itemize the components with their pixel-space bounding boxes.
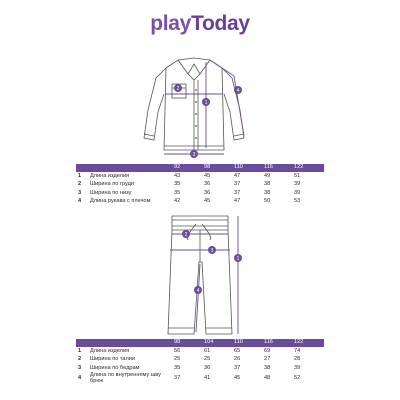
shirt-marker-2: 2 [176, 86, 180, 92]
size-col: 122 [294, 339, 304, 346]
cell-value: 52 [294, 374, 301, 381]
cell-value: 38 [264, 364, 271, 371]
table-row [76, 373, 324, 385]
cell-value: 39 [294, 189, 301, 196]
cell-value: 51 [294, 172, 301, 179]
cell-value: 28 [294, 356, 301, 363]
cell-value: 39 [294, 364, 301, 371]
cell-value: 47 [234, 172, 241, 179]
size-col: 104 [204, 339, 214, 346]
cell-value: 45 [234, 374, 241, 381]
cell-value: 37 [174, 374, 181, 381]
row-label: Длина по внутреннему шву брюк [90, 372, 161, 384]
row-number: 4 [78, 198, 82, 205]
cell-value: 37 [234, 189, 241, 196]
shirt-size-table [76, 164, 324, 206]
cell-value: 61 [204, 347, 211, 354]
pants-size-header [76, 339, 324, 347]
cell-value: 25 [174, 356, 181, 363]
cell-value: 35 [174, 181, 181, 188]
cell-value: 36 [204, 364, 211, 371]
cell-value: 37 [234, 364, 241, 371]
cell-value: 45 [204, 172, 211, 179]
cell-value: 26 [234, 356, 241, 363]
size-col: 110 [234, 339, 243, 346]
row-number: 3 [78, 364, 82, 371]
size-col: 122 [294, 164, 304, 171]
pants-marker-1: 1 [236, 256, 240, 262]
brand-logo [0, 12, 400, 36]
size-col: 98 [204, 164, 211, 171]
shirt-marker-4: 4 [236, 88, 240, 94]
size-col: 116 [264, 339, 273, 346]
size-col: 98 [174, 339, 181, 346]
cell-value: 45 [204, 198, 211, 205]
row-label: Длина изделия [90, 172, 130, 179]
cell-value: 41 [204, 374, 211, 381]
cell-value: 74 [294, 347, 301, 354]
row-number: 2 [78, 356, 82, 363]
size-col: 110 [234, 164, 243, 171]
cell-value: 37 [234, 181, 241, 188]
cell-value: 36 [204, 181, 211, 188]
row-label: Ширина по низу [90, 189, 132, 196]
shirt-marker-3: 3 [192, 152, 196, 158]
row-label: Ширина по талии [90, 356, 136, 363]
cell-value: 38 [264, 189, 271, 196]
row-number: 2 [78, 181, 82, 188]
cell-value: 53 [294, 198, 301, 205]
cell-value: 27 [264, 356, 271, 363]
pants-marker-4: 4 [196, 288, 200, 294]
table-row [76, 198, 324, 207]
cell-value: 49 [264, 172, 271, 179]
pants-size-table [76, 339, 324, 385]
shirt-drawing [128, 50, 258, 162]
cell-value: 36 [204, 189, 211, 196]
table-row [76, 189, 324, 198]
shirt-size-header [76, 164, 324, 172]
cell-value: 69 [264, 347, 271, 354]
shirt-marker-1: 1 [204, 100, 208, 106]
cell-value: 25 [204, 356, 211, 363]
row-number: 3 [78, 189, 82, 196]
cell-value: 48 [264, 374, 271, 381]
row-label: Ширина по бедрам [90, 364, 140, 371]
shirt-illustration [128, 50, 258, 162]
pants-marker-3: 3 [210, 248, 214, 254]
row-label: Ширина по груди [90, 181, 135, 188]
size-col: 116 [264, 164, 273, 171]
size-col: 92 [174, 164, 181, 171]
row-number: 4 [78, 374, 82, 381]
cell-value: 43 [174, 172, 181, 179]
row-number: 1 [78, 172, 82, 179]
cell-value: 38 [264, 181, 271, 188]
pants-drawing [150, 210, 250, 342]
pants-marker-2: 2 [184, 232, 188, 238]
cell-value: 47 [234, 198, 241, 205]
row-label: Длина изделия [90, 347, 130, 354]
row-number: 1 [78, 347, 82, 354]
pants-illustration [150, 210, 250, 342]
table-row [76, 356, 324, 365]
cell-value: 56 [174, 347, 181, 354]
row-label: Длина рукава с плечом [90, 198, 151, 205]
table-row [76, 181, 324, 190]
cell-value: 35 [174, 364, 181, 371]
table-row [76, 172, 324, 181]
brand-logo-part1: play [150, 12, 192, 35]
cell-value: 35 [174, 189, 181, 196]
cell-value: 42 [174, 198, 181, 205]
cell-value: 50 [264, 198, 271, 205]
cell-value: 65 [234, 347, 241, 354]
cell-value: 39 [294, 181, 301, 188]
table-row [76, 347, 324, 356]
brand-logo-part2: Today [191, 12, 250, 35]
